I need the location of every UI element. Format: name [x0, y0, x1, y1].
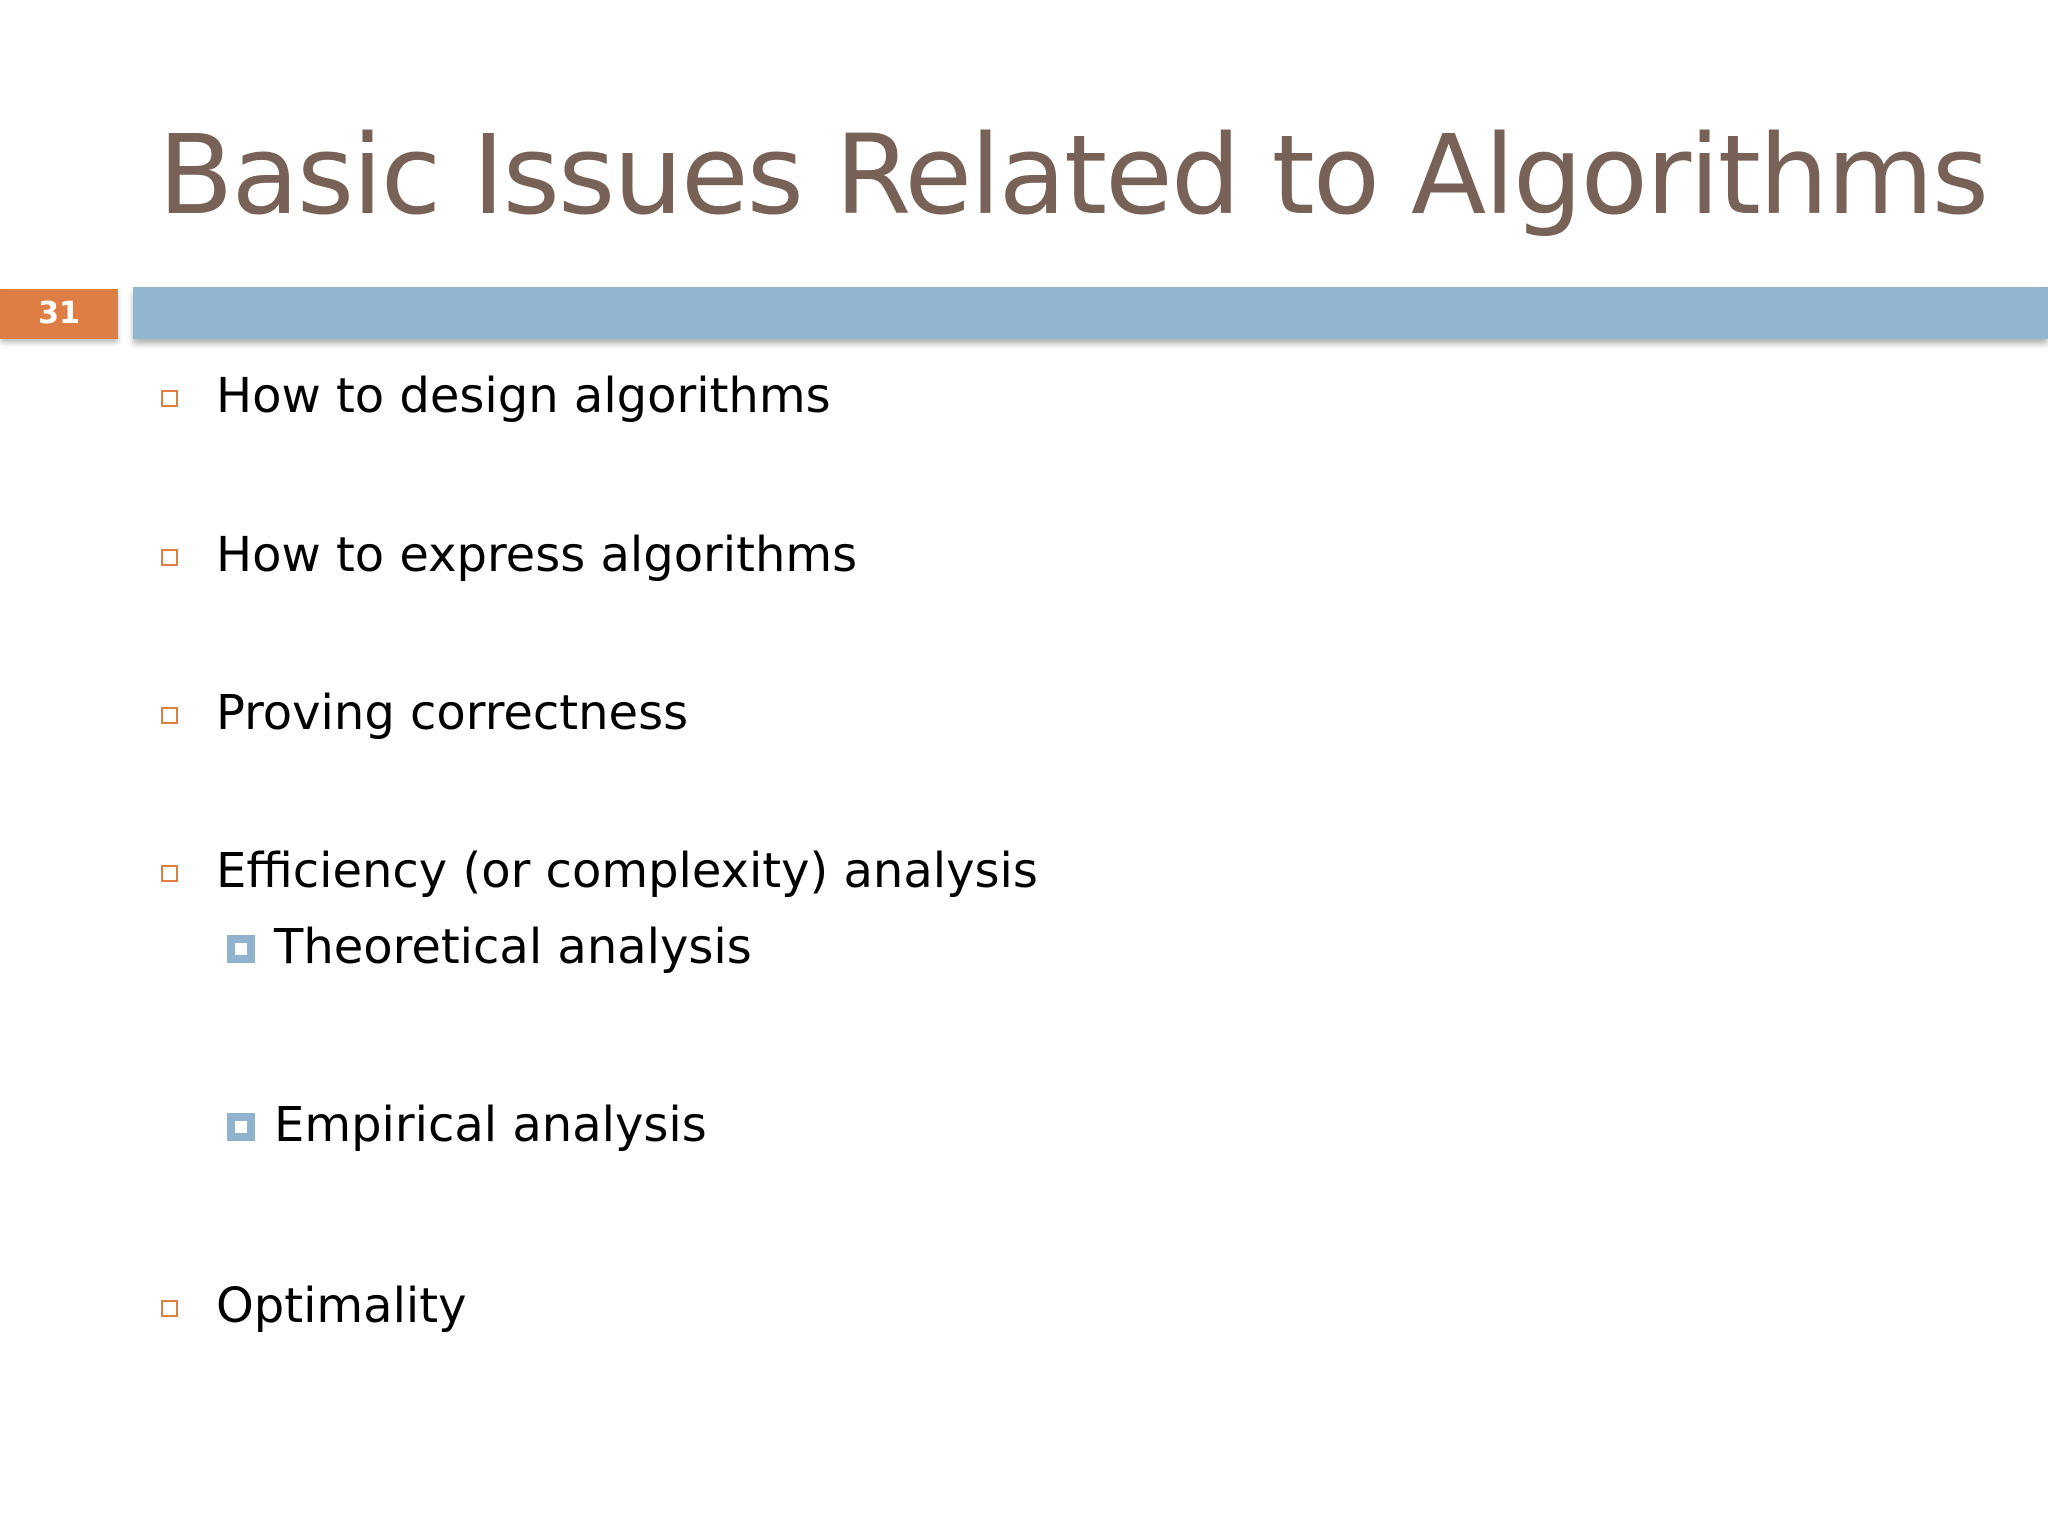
- list-item-text: Proving correctness: [216, 685, 689, 741]
- list-item-text: How to express algorithms: [216, 527, 858, 583]
- list-item-text: Efficiency (or complexity) analysis: [216, 843, 1038, 899]
- slide-number-badge: 31: [0, 289, 118, 339]
- filled-square-bullet-icon: [227, 935, 255, 963]
- filled-square-bullet-icon: [227, 1113, 255, 1141]
- list-item-text: Optimality: [216, 1278, 467, 1334]
- slide-title: Basic Issues Related to Algorithms: [158, 111, 1988, 239]
- square-bullet-icon: [161, 707, 178, 724]
- list-item-text: How to design algorithms: [216, 368, 831, 424]
- sub-list-item-text: Empirical analysis: [274, 1097, 707, 1153]
- square-bullet-icon: [161, 1300, 178, 1317]
- sub-list-item-text: Theoretical analysis: [274, 919, 752, 975]
- square-bullet-icon: [161, 390, 178, 407]
- square-bullet-icon: [161, 865, 178, 882]
- square-bullet-icon: [161, 549, 178, 566]
